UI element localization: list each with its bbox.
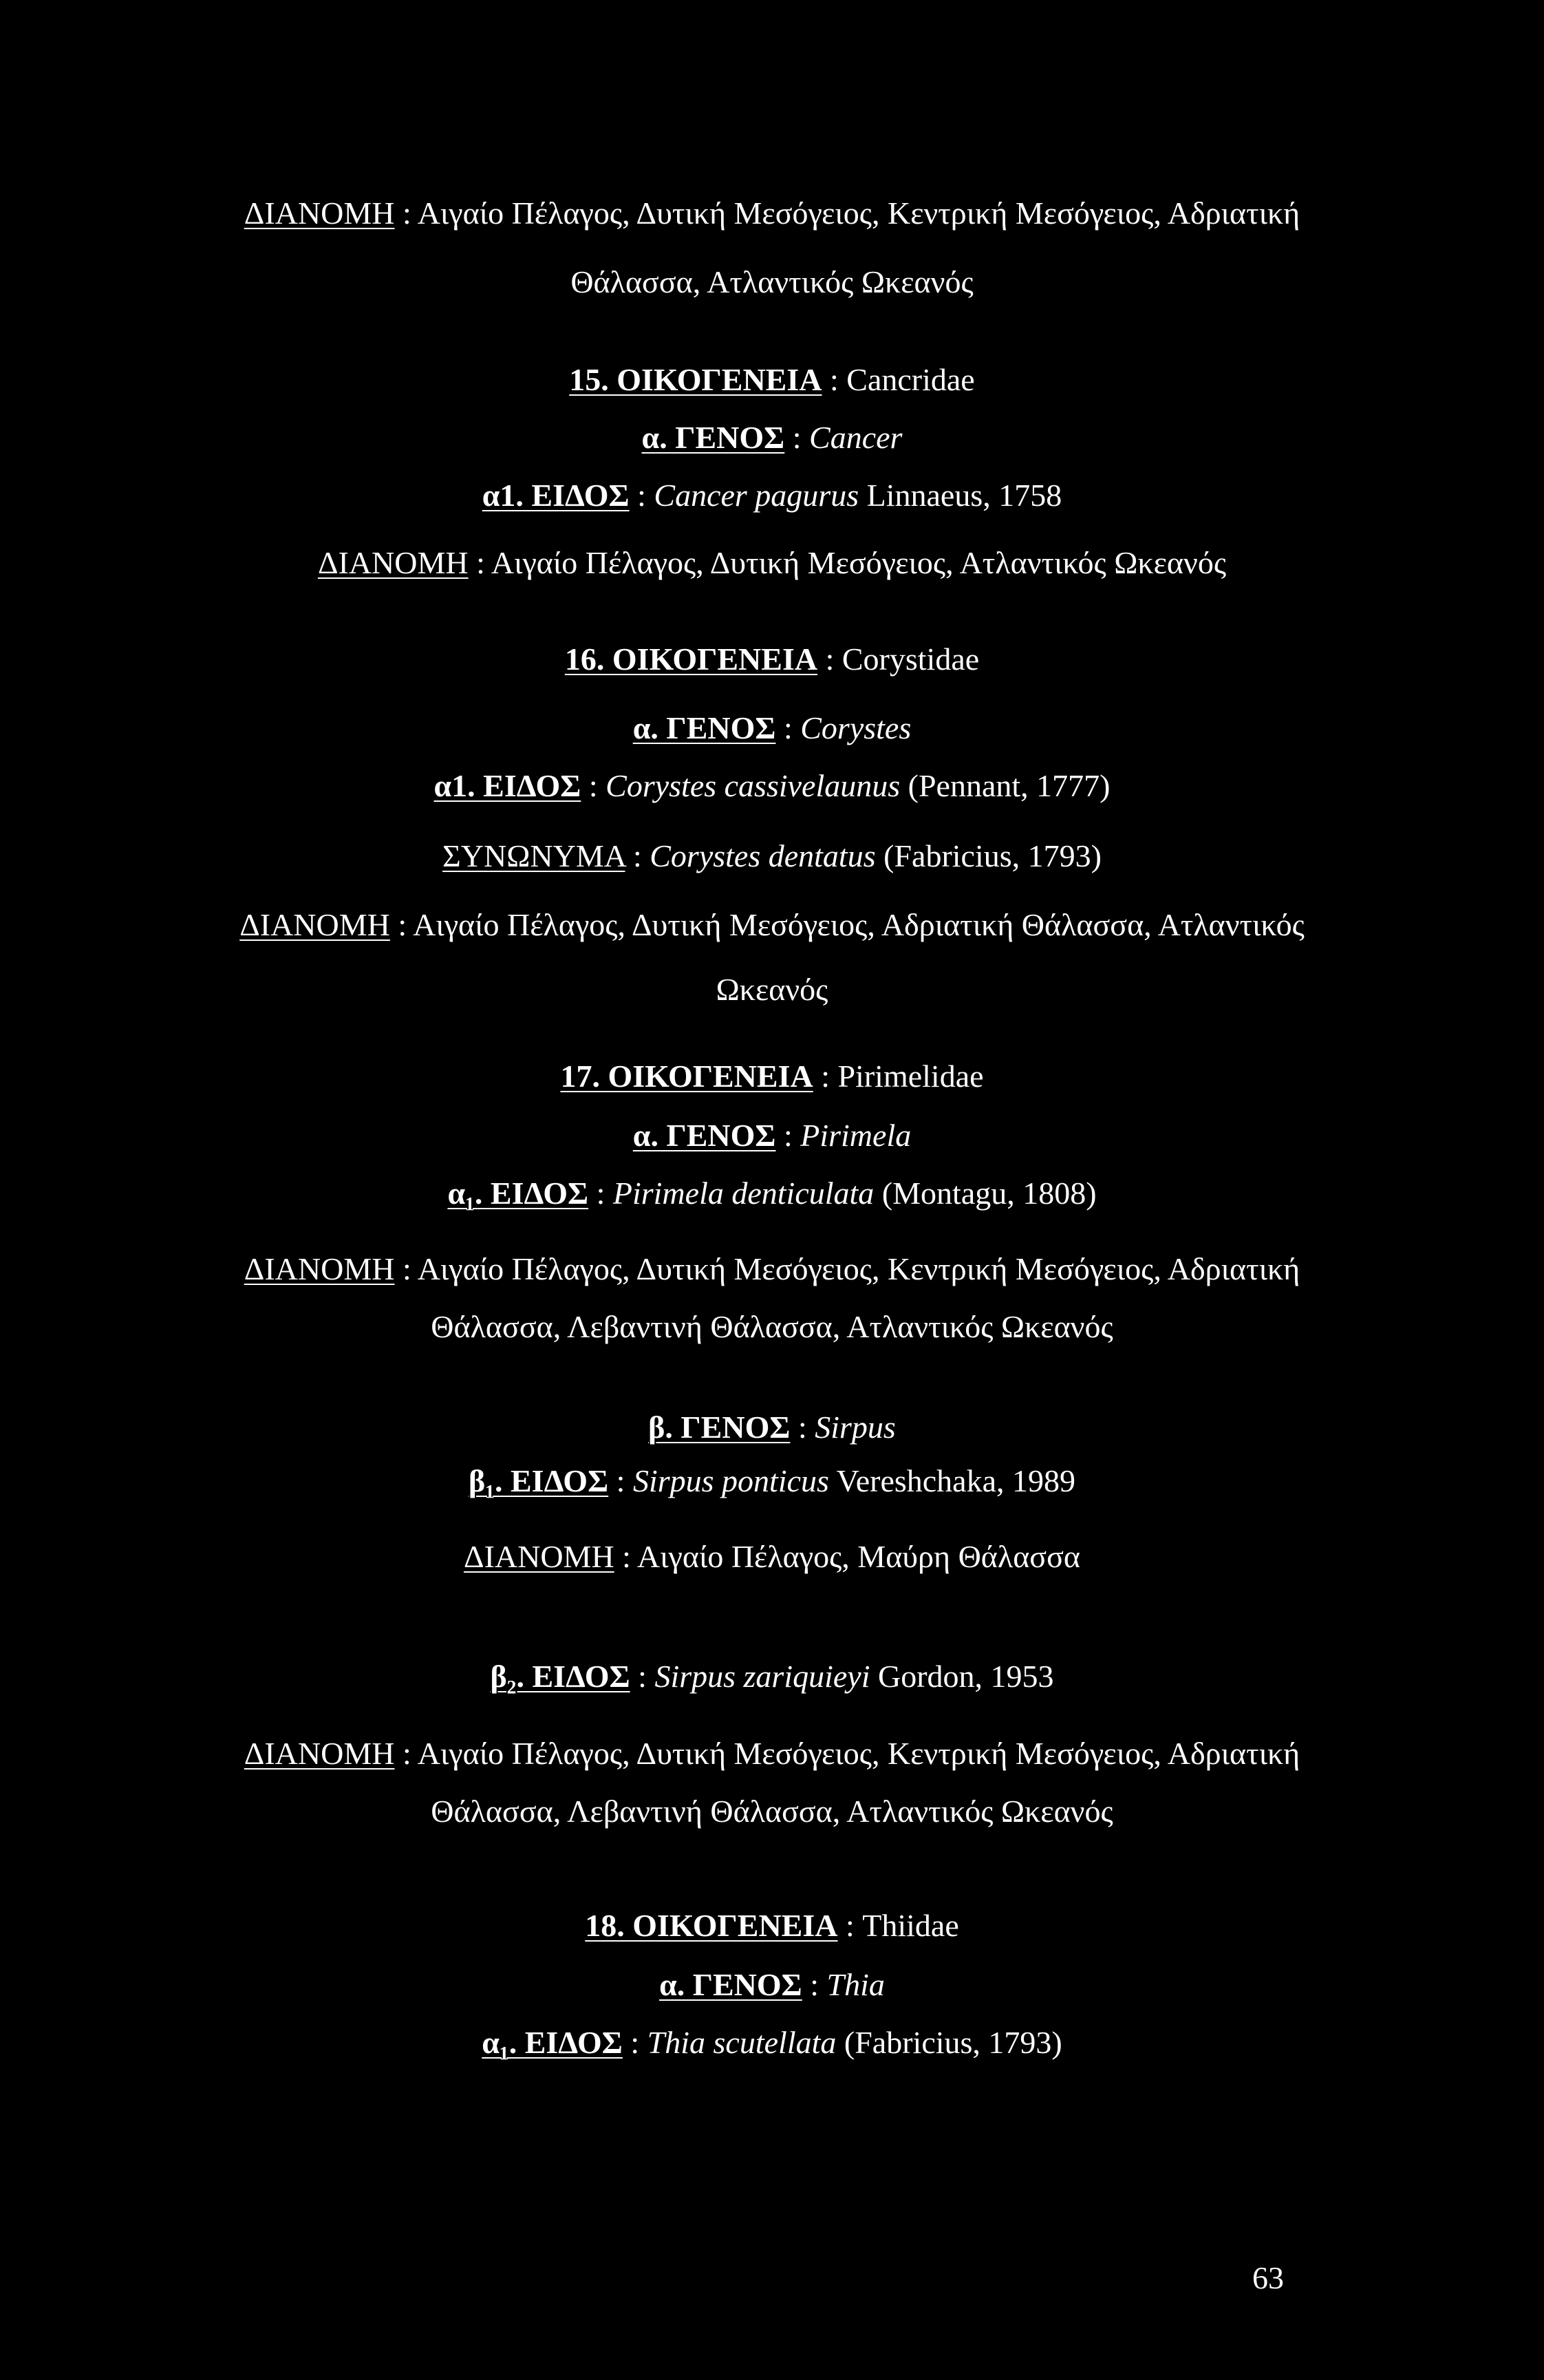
species-label: β₂. ΕΙΔΟΣ	[490, 1659, 630, 1694]
distribution-line	[0, 194, 1544, 233]
family-heading	[0, 1906, 1544, 1945]
page-number: 63	[1252, 2260, 1284, 2295]
distribution-text: Ωκεανός	[716, 972, 828, 1007]
genus-line	[0, 1408, 1544, 1447]
distribution-text: : Αιγαίο Πέλαγος, Μαύρη Θάλασσα	[614, 1539, 1081, 1574]
distribution-text: : Αιγαίο Πέλαγος, Δυτική Μεσόγειος, Κεντρική Μεσόγειος, Αδριατική	[394, 195, 1300, 231]
distribution-label: ΔΙΑΝΟΜΗ	[463, 1539, 614, 1574]
synonym-label: ΣΥΝΩΝΥΜΑ	[442, 838, 625, 873]
genus-label: α. ΓΕΝΟΣ	[632, 710, 776, 745]
species-name: Sirpus ponticus	[632, 1463, 829, 1498]
species-name: Pirimela denticulata	[612, 1176, 875, 1211]
distribution-continuation	[0, 970, 1544, 1009]
species-label: α₁. ΕΙΔΟΣ	[482, 2025, 623, 2060]
distribution-text: Θάλασσα, Ατλαντικός Ωκεανός	[570, 264, 974, 299]
distribution-continuation	[0, 1792, 1544, 1831]
separator: :	[802, 1967, 827, 2002]
family-label: 17. ΟΙΚΟΓΕΝΕΙΑ	[560, 1059, 813, 1094]
species-line	[0, 767, 1544, 805]
separator: :	[775, 710, 801, 745]
genus-line	[0, 1116, 1544, 1155]
separator: :	[629, 478, 654, 513]
genus-name: Pirimela	[800, 1118, 912, 1153]
species-authority: (Montagu, 1808)	[874, 1176, 1097, 1211]
distribution-label: ΔΙΑΝΟΜΗ	[317, 545, 469, 580]
species-label: α1. ΕΙΔΟΣ	[433, 768, 581, 803]
separator: :	[581, 768, 606, 803]
species-line	[0, 476, 1544, 515]
genus-name: Sirpus	[815, 1410, 896, 1445]
distribution-text: Θάλασσα, Λεβαντινή Θάλασσα, Ατλαντικός Ωκεανός	[431, 1309, 1113, 1344]
family-label: 15. ΟΙΚΟΓΕΝΕΙΑ	[569, 362, 822, 397]
species-line	[0, 1657, 1544, 1696]
family-name: : Thiidae	[837, 1908, 959, 1943]
separator: :	[775, 1118, 801, 1153]
genus-line	[0, 1966, 1544, 2004]
family-heading	[0, 361, 1544, 399]
synonym-authority: (Fabricius, 1793)	[875, 838, 1102, 873]
separator: :	[608, 1463, 633, 1498]
species-name: Cancer pagurus	[654, 478, 859, 513]
separator: :	[630, 1659, 655, 1694]
species-name: Sirpus zariquieyi	[654, 1659, 870, 1694]
family-label: 16. ΟΙΚΟΓΕΝΕΙΑ	[564, 641, 818, 677]
species-authority: Gordon, 1953	[870, 1659, 1054, 1694]
genus-line	[0, 418, 1544, 457]
distribution-label: ΔΙΑΝΟΜΗ	[244, 1736, 395, 1771]
family-heading	[0, 1057, 1544, 1096]
genus-label: β. ΓΕΝΟΣ	[648, 1410, 791, 1445]
genus-name: Corystes	[800, 710, 912, 745]
distribution-continuation	[0, 1308, 1544, 1346]
genus-name: Thia	[826, 1967, 885, 2002]
species-line	[0, 2023, 1544, 2062]
genus-label: α. ΓΕΝΟΣ	[641, 420, 785, 455]
distribution-text: : Αιγαίο Πέλαγος, Δυτική Μεσόγειος, Ατλαντικός Ωκεανός	[468, 545, 1227, 580]
family-name: : Cancridae	[822, 362, 975, 397]
family-heading	[0, 640, 1544, 679]
species-label: α₁. ΕΙΔΟΣ	[447, 1176, 589, 1211]
distribution-label: ΔΙΑΝΟΜΗ	[239, 907, 390, 942]
species-authority: Linnaeus, 1758	[859, 478, 1062, 513]
distribution-line	[0, 1250, 1544, 1288]
family-name: : Corystidae	[817, 641, 980, 677]
distribution-line	[0, 1734, 1544, 1773]
genus-name: Cancer	[809, 420, 903, 455]
separator: :	[625, 838, 650, 873]
distribution-label: ΔΙΑΝΟΜΗ	[244, 195, 395, 231]
distribution-text: : Αιγαίο Πέλαγος, Δυτική Μεσόγειος, Κεντρική Μεσόγειος, Αδριατική	[394, 1736, 1300, 1771]
species-authority: (Pennant, 1777)	[900, 768, 1111, 803]
separator: :	[622, 2025, 647, 2060]
synonym-line	[0, 837, 1544, 875]
species-label: α1. ΕΙΔΟΣ	[482, 478, 630, 513]
distribution-text: : Αιγαίο Πέλαγος, Δυτική Μεσόγειος, Κεντρική Μεσόγειος, Αδριατική	[394, 1251, 1300, 1286]
distribution-text: : Αιγαίο Πέλαγος, Δυτική Μεσόγειος, Αδριατική Θάλασσα, Ατλαντικός	[389, 907, 1305, 942]
distribution-continuation	[0, 263, 1544, 301]
distribution-line	[0, 1538, 1544, 1576]
genus-label: α. ΓΕΝΟΣ	[632, 1118, 776, 1153]
species-label: β₁. ΕΙΔΟΣ	[468, 1463, 609, 1498]
family-label: 18. ΟΙΚΟΓΕΝΕΙΑ	[585, 1908, 838, 1943]
species-line	[0, 1462, 1544, 1500]
species-name: Corystes cassivelaunus	[605, 768, 901, 803]
distribution-label: ΔΙΑΝΟΜΗ	[244, 1251, 395, 1286]
genus-line	[0, 709, 1544, 747]
species-authority: Vereshchaka, 1989	[828, 1463, 1076, 1498]
synonym-name: Corystes dentatus	[650, 838, 876, 873]
family-name: : Pirimelidae	[813, 1059, 984, 1094]
species-name: Thia scutellata	[647, 2025, 837, 2060]
distribution-text: Θάλασσα, Λεβαντινή Θάλασσα, Ατλαντικός Ωκεανός	[431, 1794, 1113, 1829]
species-authority: (Fabricius, 1793)	[836, 2025, 1062, 2060]
distribution-line	[0, 544, 1544, 582]
separator: :	[588, 1176, 613, 1211]
separator: :	[784, 420, 810, 455]
species-line	[0, 1174, 1544, 1213]
separator: :	[790, 1410, 815, 1445]
distribution-line	[0, 906, 1544, 944]
genus-label: α. ΓΕΝΟΣ	[659, 1967, 802, 2002]
